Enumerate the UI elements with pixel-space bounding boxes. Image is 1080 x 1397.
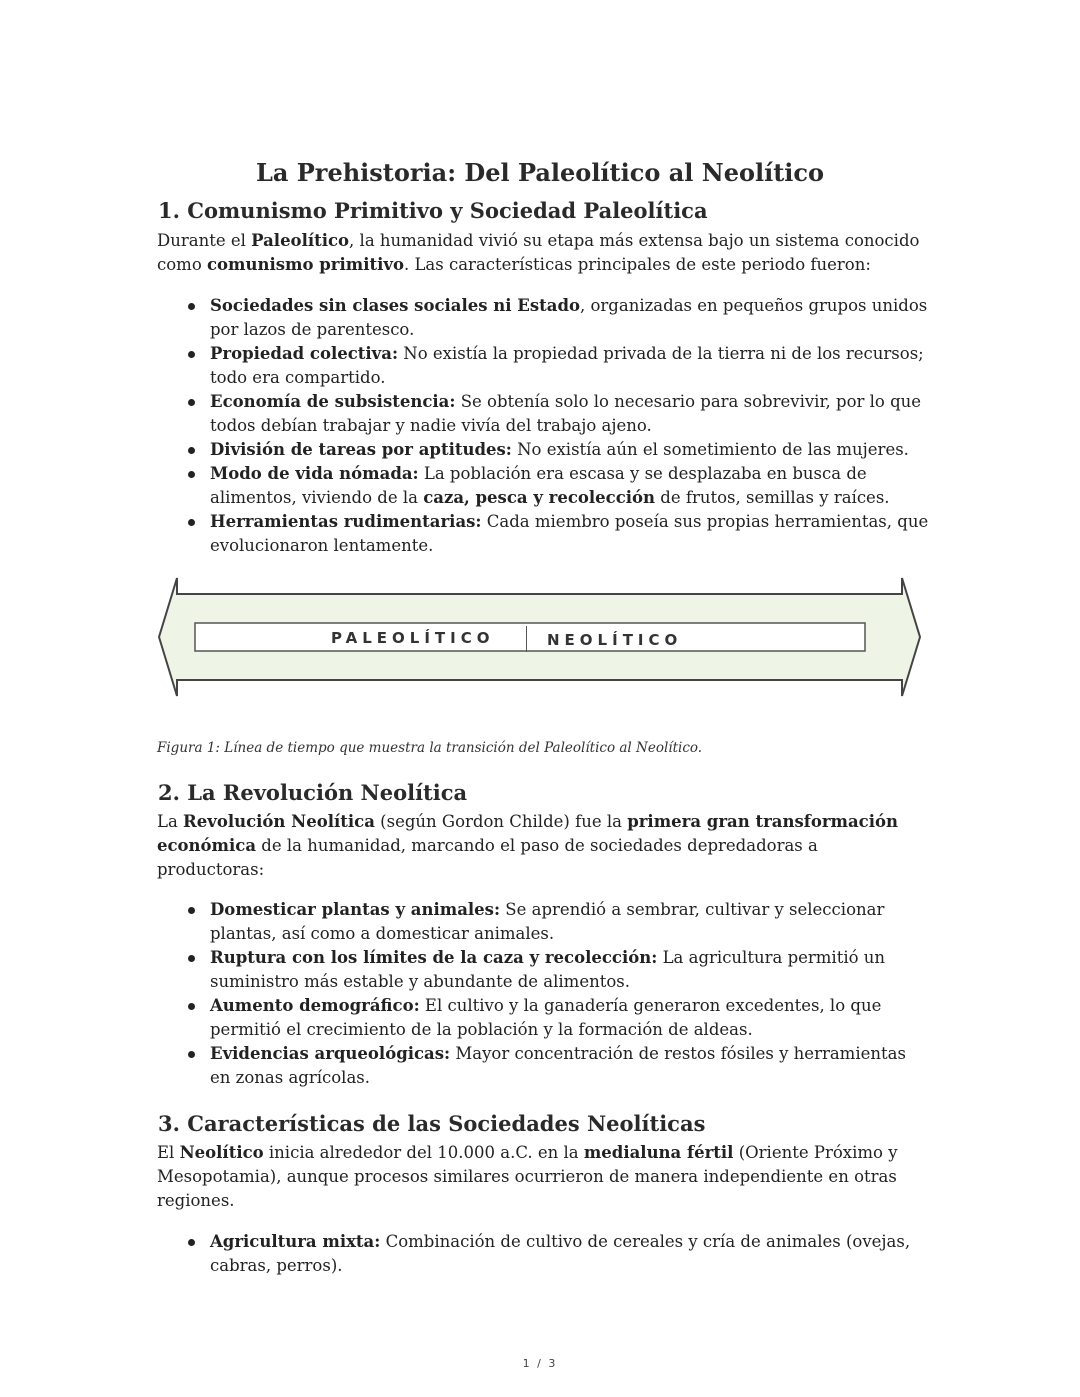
list-item: Agricultura mixta: Combinación de cultivo de cereales y cría de animales (ovejas, cabras, perros). — [210, 1230, 930, 1278]
timeline-divider — [526, 626, 527, 652]
section-3-list — [210, 1230, 930, 1278]
list-item: Propiedad colectiva: No existía la propiedad privada de la tierra ni de los recursos; todo era compartido. — [210, 342, 930, 390]
timeline-label-neolitico: NEOLÍTICO — [547, 631, 683, 649]
page-number: 1 / 3 — [522, 1357, 558, 1370]
list-item: Aumento demográfico: El cultivo y la ganadería generaron excedentes, lo que permitió el crecimiento de la población y la formación de aldeas. — [210, 994, 930, 1042]
section-2-list — [210, 898, 930, 1090]
section-2-intro: La Revolución Neolítica (según Gordon Childe) fue la primera gran transformación económica de la humanidad, marcando el paso de sociedades depredadoras a productoras: — [157, 812, 899, 879]
list-item: Herramientas rudimentarias: Cada miembro poseía sus propias herramientas, que evolucionaron lentamente. — [210, 510, 930, 558]
section-3-heading: 3. Características de las Sociedades Neolíticas — [158, 1111, 706, 1136]
list-item: División de tareas por aptitudes: No existía aún el sometimiento de las mujeres. — [210, 438, 930, 462]
timeline-label-paleolitico: PALEOLÍTICO — [331, 629, 495, 647]
section-1-heading: 1. Comunismo Primitivo y Sociedad Paleolítica — [158, 198, 708, 223]
figure-caption: Figura 1: Línea de tiempo que muestra la transición del Paleolítico al Neolítico. — [157, 740, 703, 756]
section-1-intro: Durante el Paleolítico, la humanidad vivió su etapa más extensa bajo un sistema conocido como comunismo primitivo. Las características principales de este periodo fueron: — [157, 231, 920, 274]
list-item: Sociedades sin clases sociales ni Estado, organizadas en pequeños grupos unidos por lazos de parentesco. — [210, 294, 930, 342]
section-2-heading: 2. La Revolución Neolítica — [158, 780, 468, 805]
list-item: Modo de vida nómada: La población era escasa y se desplazaba en busca de alimentos, viviendo de la caza, pesca y recolección de frutos, semillas y raíces. — [210, 462, 930, 510]
timeline-labels — [195, 626, 865, 652]
list-item: Evidencias arqueológicas: Mayor concentración de restos fósiles y herramientas en zonas agrícolas. — [210, 1042, 930, 1090]
list-item: Economía de subsistencia: Se obtenía solo lo necesario para sobrevivir, por lo que todos debían trabajar y nadie vivía del trabajo ajeno. — [210, 390, 930, 438]
list-item: Ruptura con los límites de la caza y recolección: La agricultura permitió un suministro más estable y abundante de alimentos. — [210, 946, 930, 994]
list-item: Domesticar plantas y animales: Se aprendió a sembrar, cultivar y seleccionar plantas, así como a domesticar animales. — [210, 898, 930, 946]
section-3-intro: El Neolítico inicia alrededor del 10.000 a.C. en la medialuna fértil (Oriente Próximo y Mesopotamia), aunque procesos similares ocurrieron de manera independiente en otras regiones. — [157, 1143, 898, 1210]
section-1-list — [210, 294, 930, 558]
document-title: La Prehistoria: Del Paleolítico al Neolítico — [255, 158, 825, 187]
